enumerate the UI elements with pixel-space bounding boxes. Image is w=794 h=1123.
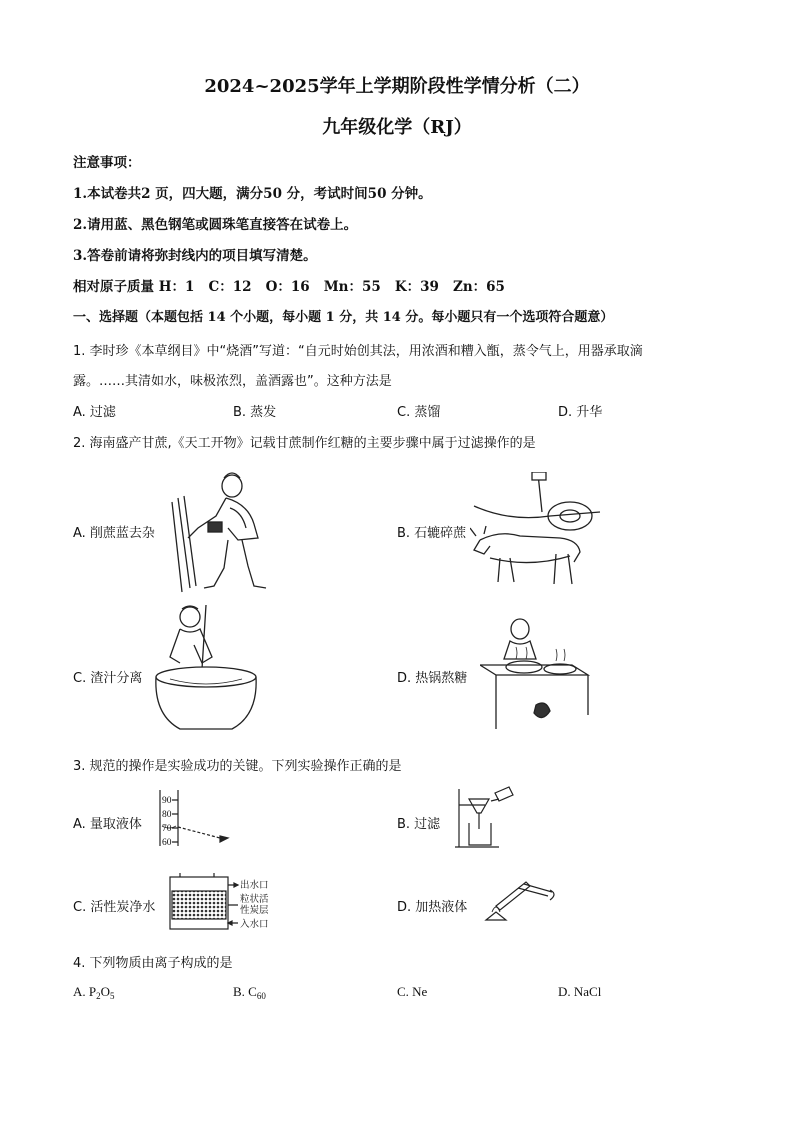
q2-option-b: B. 石辘碎蔗 bbox=[397, 526, 467, 541]
q3-option-b: B. 过滤 bbox=[397, 817, 441, 832]
cylinder-mark-90: 90 bbox=[162, 796, 172, 806]
q1-option-c: C. 蒸馏 bbox=[397, 405, 441, 420]
filter-label-inlet: 入水口 bbox=[240, 920, 269, 930]
note-item-1: 1.本试卷共2 页，四大题，满分50 分，考试时间50 分钟。 bbox=[73, 186, 432, 202]
q1-line1: 1. 李时珍《本草纲目》中“烧酒”写道：“自元时始创其法，用浓酒和糟入甑，蒸令气上，用器承取滴 bbox=[73, 344, 643, 359]
activated-carbon-filter-diagram bbox=[168, 873, 288, 933]
exam-title: 2024~2025学年上学期阶段性学情分析（二） bbox=[204, 76, 590, 97]
q4-stem: 4. 下列物质由离子构成的是 bbox=[73, 956, 233, 971]
note-item-2: 2.请用蓝、黑色钢笔或圆珠笔直接答在试卷上。 bbox=[73, 217, 358, 233]
cylinder-mark-80: 80 bbox=[162, 810, 172, 820]
cutting-sugarcane-illustration bbox=[168, 468, 278, 596]
note-item-3: 3.答卷前请将弥封线内的项目填写清楚。 bbox=[73, 248, 317, 264]
q2-option-d: D. 热锅熬糖 bbox=[397, 671, 468, 686]
filter-label-carbon-2: 性炭层 bbox=[240, 906, 269, 916]
atomic-mass-line: 相对原子质量 H：1 C：12 O：16 Mn：55 K：39 Zn：65 bbox=[73, 279, 505, 295]
exam-subtitle: 九年级化学（RJ） bbox=[322, 117, 472, 138]
q2-option-a: A. 削蔗蓝去杂 bbox=[73, 526, 155, 541]
cylinder-mark-70: 70 bbox=[162, 824, 172, 834]
filter-label-carbon-1: 粒状活 bbox=[240, 895, 269, 905]
ox-stone-roller-illustration bbox=[470, 472, 620, 592]
filtration-diagram bbox=[455, 785, 517, 849]
q1-option-a: A. 过滤 bbox=[73, 405, 116, 420]
q3-option-c: C. 活性炭净水 bbox=[73, 900, 156, 915]
graduated-cylinder-diagram bbox=[158, 790, 238, 848]
q1-line2: 露。……其清如水，味极浓烈，盖酒露也”。这种方法是 bbox=[73, 374, 392, 389]
q1-option-d: D. 升华 bbox=[558, 405, 603, 420]
boiling-sugar-illustration bbox=[480, 615, 590, 733]
q4-option-a: A. $P_2O_5$ bbox=[73, 984, 115, 1001]
q3-option-a: A. 量取液体 bbox=[73, 817, 142, 832]
q2-stem: 2. 海南盛产甘蔗,《天工开物》记载甘蔗制作红糖的主要步骤中属于过滤操作的是 bbox=[73, 436, 536, 451]
q4-option-b: B. $C_{60}$ bbox=[233, 984, 266, 1001]
q3-option-d: D. 加热液体 bbox=[397, 900, 468, 915]
section1-heading: 一、选择题（本题包括 14 个小题，每小题 1 分，共 14 分。每小题只有一个选项符合题意） bbox=[73, 310, 614, 325]
heating-liquid-diagram bbox=[478, 876, 558, 928]
separating-juice-illustration bbox=[150, 605, 265, 735]
q2-option-c: C. 渣汁分离 bbox=[73, 671, 143, 686]
cylinder-mark-60: 60 bbox=[162, 838, 172, 848]
q1-option-b: B. 蒸发 bbox=[233, 405, 277, 420]
q4-option-c: C. Ne bbox=[397, 984, 428, 999]
notes-heading: 注意事项： bbox=[73, 155, 141, 171]
filter-label-outlet: 出水口 bbox=[240, 881, 269, 891]
q4-option-d: D. NaCl bbox=[558, 984, 602, 999]
q3-stem: 3. 规范的操作是实验成功的关键。下列实验操作正确的是 bbox=[73, 759, 402, 774]
